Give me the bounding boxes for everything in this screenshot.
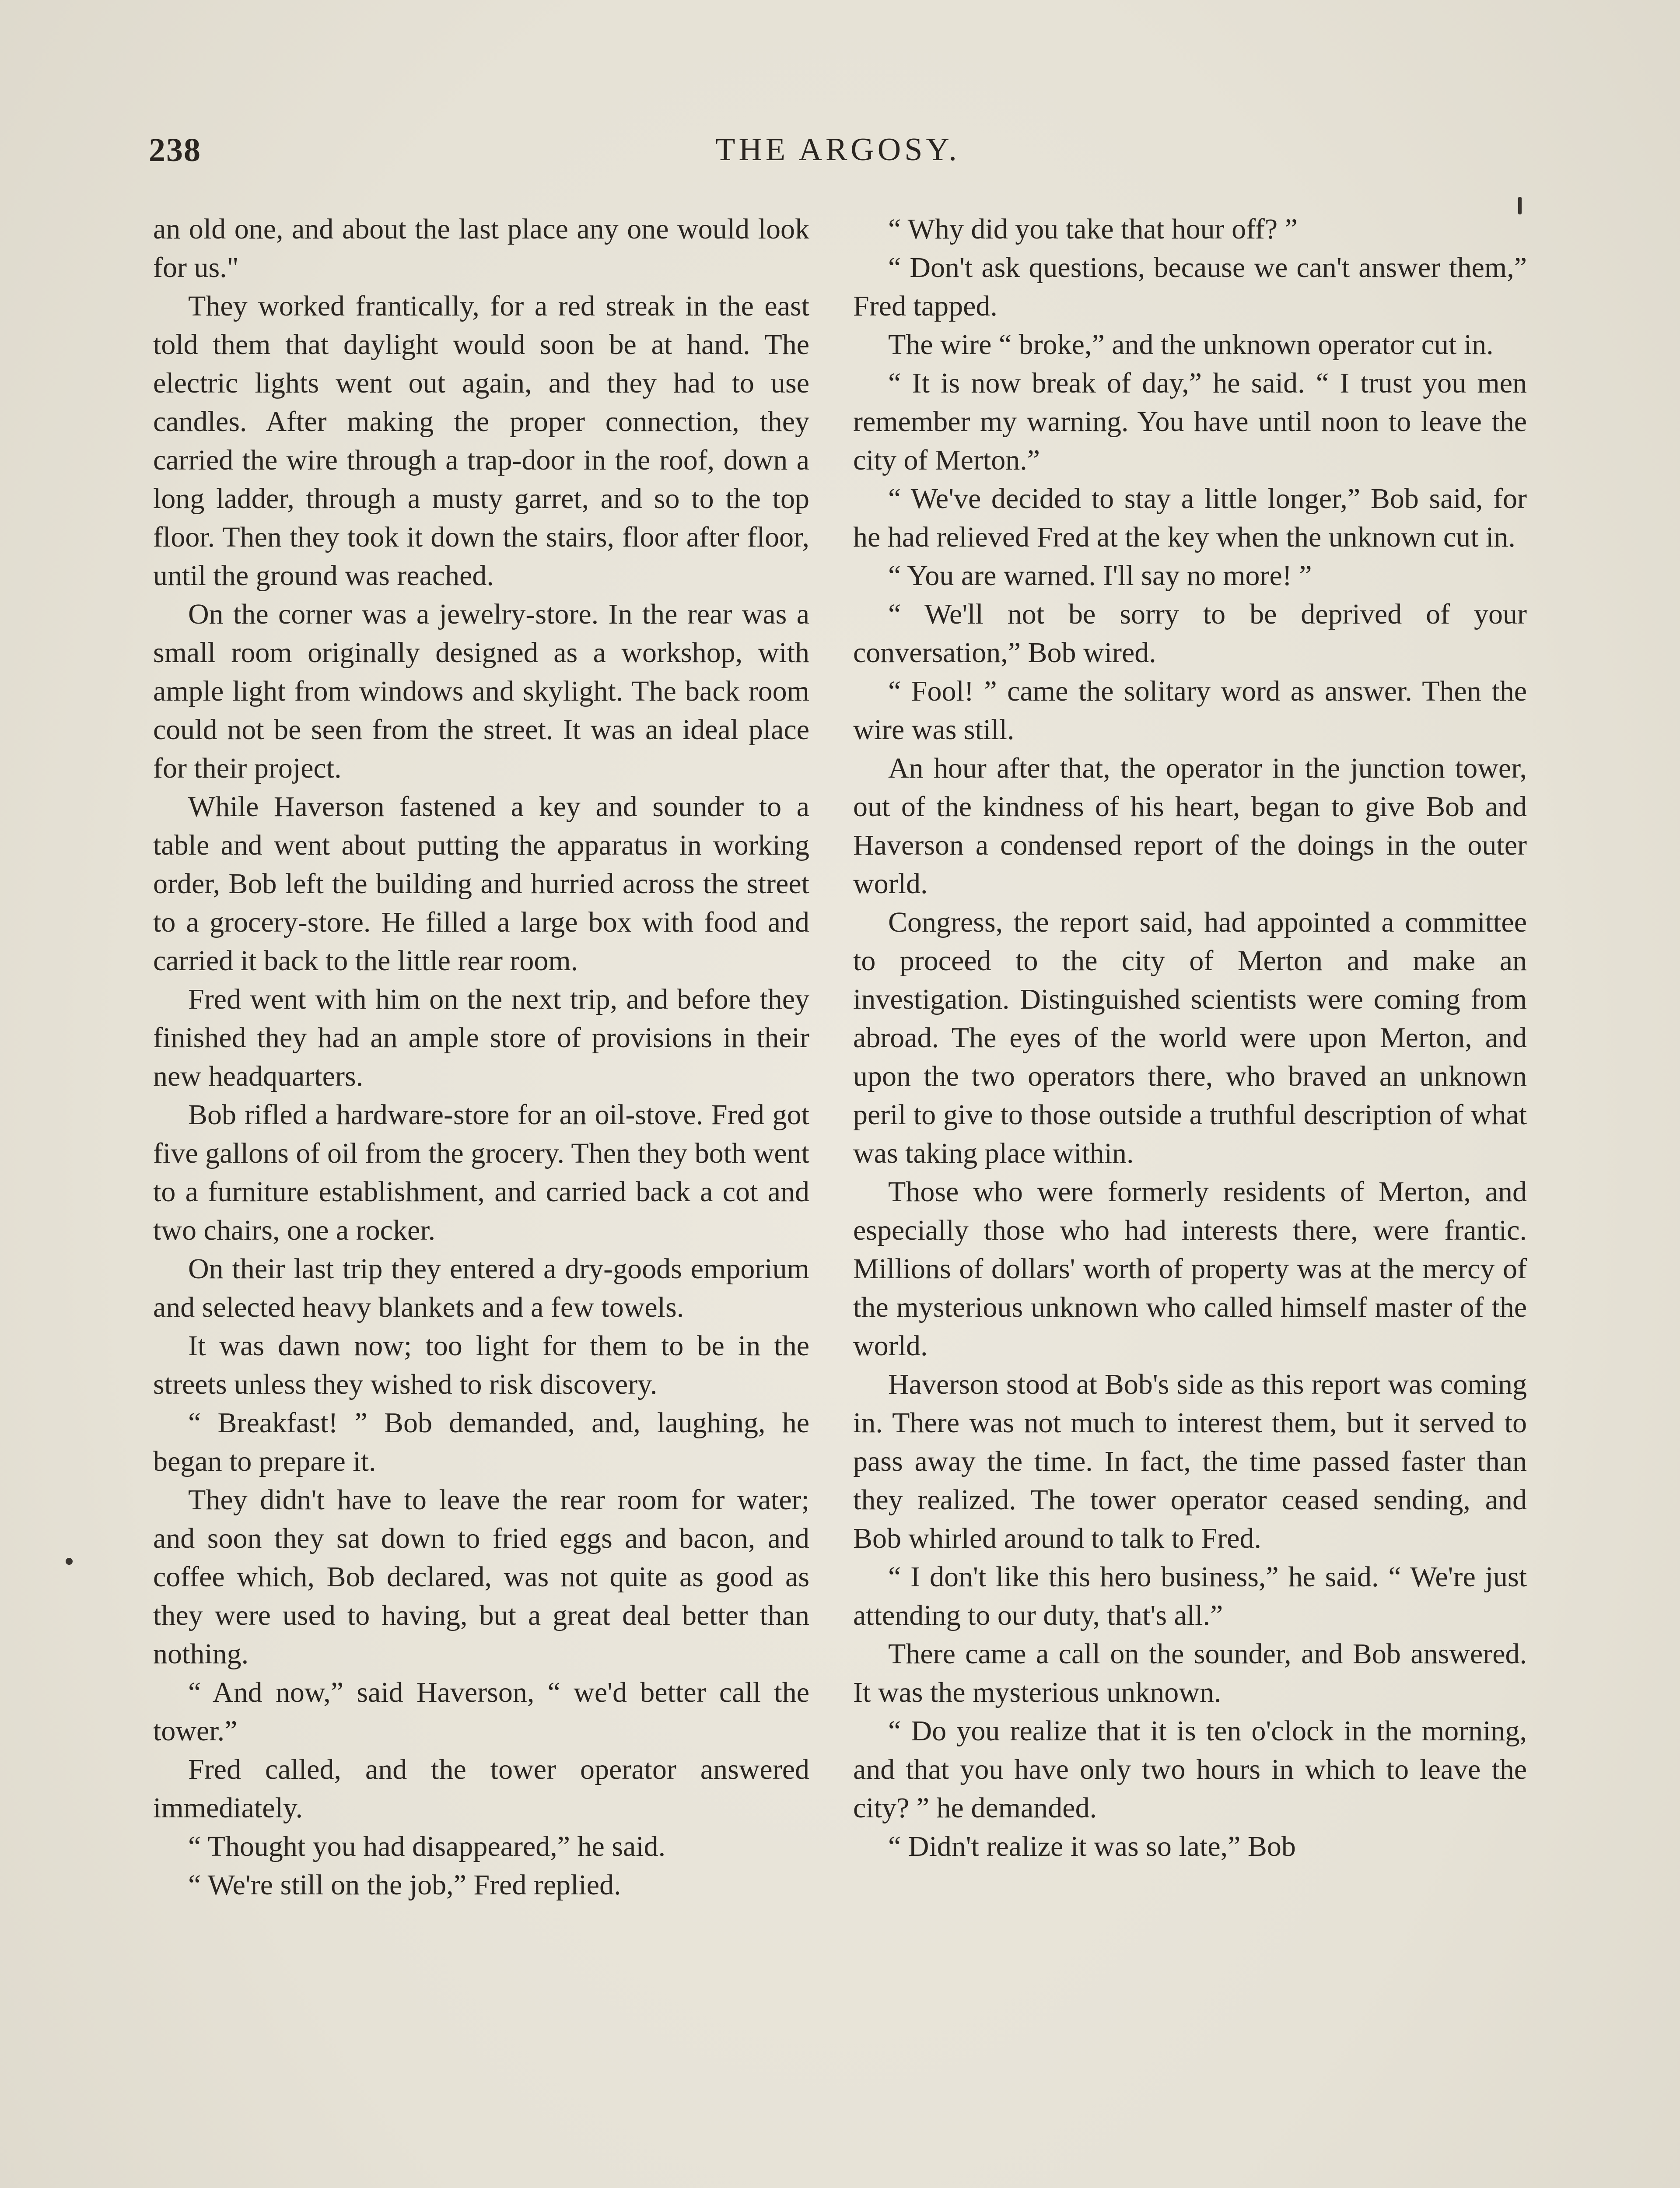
magazine-title: THE ARGOSY. [715,132,960,168]
right-column [853,210,1527,1866]
paragraph: While Haverson fastened a key and sounder to a table and went about putting the apparatus in working order, Bob left the building and hurried across the street to a grocery-store. He filled a large box with food and carried it back to the little rear room. [153,791,809,977]
paragraph: Bob rifled a hardware-store for an oil-stove. Fred got five gallons of oil from the grocery. Then they both went to a furniture establishment, and carried back a cot and two chairs, one a rocker. [153,1099,809,1246]
paragraph: “ And now,” said Haverson, “ we'd better call the tower.” [153,1676,809,1747]
paragraph: Haverson stood at Bob's side as this report was coming in. There was not much to interest them, but it served to pass away the time. In fact, the time passed faster than they realized. The tower operator ceased sending, and Bob whirled around to talk to Fred. [853,1368,1527,1554]
paragraph: an old one, and about the last place any one would look for us." [153,213,809,284]
paragraph: “ You are warned. I'll say no more! ” [888,560,1312,592]
paragraph: They didn't have to leave the rear room for water; and soon they sat down to fried eggs and bacon, and coffee which, Bob declared, was not quite as good as they were used to having, but a great deal better than nothing. [153,1484,809,1670]
paragraph: “ Do you realize that it is ten o'clock in the morning, and that you have only two hours in which to leave the city? ” he demanded. [853,1715,1527,1824]
paragraph: “ Why did you take that hour off? ” [888,213,1298,245]
paragraph: The wire “ broke,” and the unknown operator cut in. [888,329,1494,361]
paragraph: It was dawn now; too light for them to be in the streets unless they wished to risk discovery. [153,1330,809,1400]
paragraph: “ It is now break of day,” he said. “ I trust you men remember my warning. You have until noon to leave the city of Merton.” [853,367,1527,476]
paragraph: “ Didn't realize it was so late,” Bob [888,1830,1296,1862]
paragraph: “ Don't ask questions, because we can't answer them,” Fred tapped. [853,252,1527,322]
paragraph: On their last trip they entered a dry-goods emporium and selected heavy blankets and a few towels. [153,1253,809,1323]
paragraph: “ We're still on the job,” Fred replied. [188,1869,621,1901]
paragraph: “ We've decided to stay a little longer,” Bob said, for he had relieved Fred at the key when the unknown cut in. [853,483,1527,553]
paragraph: “ I don't like this hero business,” he said. “ We're just attending to our duty, that's all.” [853,1561,1527,1631]
left-column [153,210,809,1904]
paragraph: “ We'll not be sorry to be deprived of your conversation,” Bob wired. [853,598,1527,669]
paragraph: Those who were formerly residents of Merton, and especially those who had interests there, were frantic. Millions of dollars' worth of property was at the mercy of the mysterious unknown who called himself master of the world. [853,1176,1527,1362]
paper-speck [66,1558,73,1565]
paragraph: On the corner was a jewelry-store. In the rear was a small room originally designed as a workshop, with ample light from windows and skylight. The back room could not be seen from the street. It was an ideal place for their project. [153,598,809,784]
page-number: 238 [149,132,201,168]
paper-speck [1518,197,1522,214]
paragraph: An hour after that, the operator in the junction tower, out of the kindness of his heart, began to give Bob and Haverson a condensed report of the doings in the outer world. [853,752,1527,900]
paragraph: “ Fool! ” came the solitary word as answer. Then the wire was still. [853,675,1527,746]
paragraph: “ Thought you had disappeared,” he said. [188,1830,666,1862]
paragraph: They worked frantically, for a red streak in the east told them that daylight would soon be at hand. The electric lights went out again, and they had to use candles. After making the proper connection, they carried the wire through a trap-door in the roof, down a long ladder, through a musty garret, and so to the top floor. Then they took it down the stairs, floor after floor, until the ground was reached. [153,290,809,592]
paragraph: “ Breakfast! ” Bob demanded, and, laughing, he began to prepare it. [153,1407,809,1477]
running-head [149,131,1527,184]
paragraph: Congress, the report said, had appointed a committee to proceed to the city of Merton and make an investigation. Distinguished scientists were coming from abroad. The eyes of the world were upon Merton, and upon the two operators there, who braved an unknown peril to give to those outside a truthful description of what was taking place within. [853,906,1527,1169]
paragraph: Fred went with him on the next trip, and before they finished they had an ample store of provisions in their new headquarters. [153,983,809,1092]
paragraph: There came a call on the sounder, and Bob answered. It was the mysterious unknown. [853,1638,1527,1708]
paragraph: Fred called, and the tower operator answered immediately. [153,1753,809,1824]
